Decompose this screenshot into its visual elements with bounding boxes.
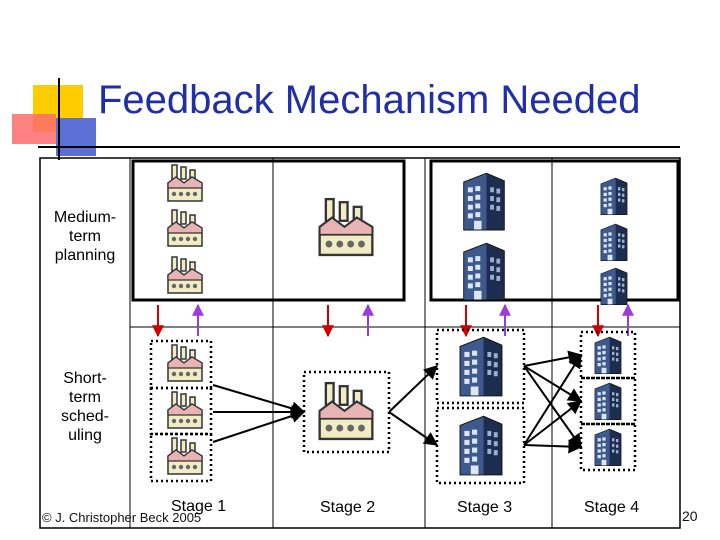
stage-1-label: Stage 1 [171,498,227,515]
flow-arrow [389,412,437,445]
factory-icon [320,383,373,439]
factory-icon [320,199,373,255]
flow-arrow [213,385,304,412]
medium-term-planning-label: Medium- term planning [53,209,117,264]
factory-icon [168,257,202,293]
short-term-scheduling-label: Short- term sched- uling [60,370,110,444]
factory-icon [168,392,202,428]
office-building-icon [595,383,621,419]
stage-2-label: Stage 2 [320,499,376,516]
factory-icon [168,438,202,474]
factory-icon [168,165,202,201]
office-building-icon [595,429,621,465]
office-building-icon [601,178,627,214]
office-building-icon [464,244,504,300]
slide-title: Feedback Mechanism Needed [98,78,641,122]
stage-4-label: Stage 4 [584,499,640,516]
office-building-icon [461,417,502,475]
office-building-icon [461,338,502,396]
factory-icon [168,210,202,246]
office-building-icon [601,268,627,304]
factory-icon [168,345,202,381]
office-building-icon [595,337,621,373]
flow-arrow [524,445,581,447]
copyright-footer: © J. Christopher Beck 2005 [42,510,202,525]
office-building-icon [601,224,627,260]
flow-arrow [213,412,304,442]
page-number: 20 [682,508,698,524]
flow-arrow [389,366,437,412]
stage-3-label: Stage 3 [457,499,513,516]
office-building-icon [464,174,504,230]
